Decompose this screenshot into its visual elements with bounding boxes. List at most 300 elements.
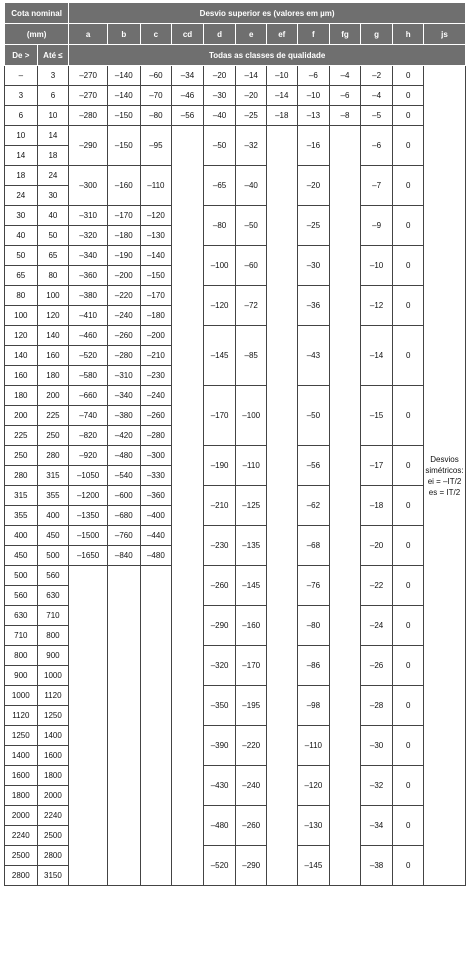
range-from: 2000 — [5, 806, 38, 826]
value-a: –340 — [69, 246, 108, 266]
value-e: –50 — [236, 206, 267, 246]
range-to: 2240 — [37, 806, 69, 826]
empty-a — [69, 566, 108, 886]
value-g: –7 — [360, 166, 393, 206]
value-e: –125 — [236, 486, 267, 526]
value-h: 0 — [393, 766, 424, 806]
range-from: 250 — [5, 446, 38, 466]
value-g: –4 — [360, 86, 393, 106]
value-b: –760 — [107, 526, 140, 546]
range-from: 24 — [5, 186, 38, 206]
value-e: –20 — [236, 86, 267, 106]
table-row — [5, 286, 466, 306]
value-h: 0 — [393, 326, 424, 386]
js-note — [423, 66, 465, 886]
range-to: 6 — [37, 86, 69, 106]
header-de: De > — [5, 45, 38, 66]
header-todas-classes: Todas as classes de qualidade — [69, 45, 466, 66]
value-fg — [330, 126, 361, 886]
value-c: –280 — [140, 426, 172, 446]
range-from: 1800 — [5, 786, 38, 806]
value-c: –170 — [140, 286, 172, 306]
value-f: –16 — [297, 126, 330, 166]
value-f: –145 — [297, 846, 330, 886]
value-g: –32 — [360, 766, 393, 806]
value-c: –80 — [140, 106, 172, 126]
value-h: 0 — [393, 726, 424, 766]
range-to: 200 — [37, 386, 69, 406]
value-d: –480 — [203, 806, 236, 846]
value-d: –430 — [203, 766, 236, 806]
header-class: d — [203, 24, 236, 45]
value-a: –820 — [69, 426, 108, 446]
range-from: 560 — [5, 586, 38, 606]
value-cd: –34 — [172, 66, 204, 86]
range-from: 710 — [5, 626, 38, 646]
value-f: –20 — [297, 166, 330, 206]
js-note-line: simétricos: — [425, 465, 464, 475]
value-f: –56 — [297, 446, 330, 486]
header-cota-nominal: Cota nominal — [5, 3, 69, 24]
range-to: 1250 — [37, 706, 69, 726]
value-f: –68 — [297, 526, 330, 566]
range-from: 1000 — [5, 686, 38, 706]
table-row — [5, 126, 466, 146]
value-f: –120 — [297, 766, 330, 806]
value-a: –1200 — [69, 486, 108, 506]
value-e: –60 — [236, 246, 267, 286]
value-b: –140 — [107, 86, 140, 106]
value-g: –18 — [360, 486, 393, 526]
js-note-line: ei = –IT/2 — [427, 476, 462, 486]
value-c: –480 — [140, 546, 172, 566]
range-from: 40 — [5, 226, 38, 246]
range-from: 2800 — [5, 866, 38, 886]
range-to: 50 — [37, 226, 69, 246]
value-a: –380 — [69, 286, 108, 306]
value-h: 0 — [393, 686, 424, 726]
value-b: –160 — [107, 166, 140, 206]
range-from: 900 — [5, 666, 38, 686]
range-from: 50 — [5, 246, 38, 266]
value-g: –20 — [360, 526, 393, 566]
range-to: 315 — [37, 466, 69, 486]
range-from: 180 — [5, 386, 38, 406]
value-g: –24 — [360, 606, 393, 646]
range-to: 40 — [37, 206, 69, 226]
range-to: 900 — [37, 646, 69, 666]
value-b: –380 — [107, 406, 140, 426]
value-c: –180 — [140, 306, 172, 326]
value-g: –30 — [360, 726, 393, 766]
header-class: cd — [172, 24, 204, 45]
value-a: –300 — [69, 166, 108, 206]
value-d: –50 — [203, 126, 236, 166]
value-h: 0 — [393, 566, 424, 606]
range-to: 355 — [37, 486, 69, 506]
empty-c — [140, 566, 172, 886]
range-from: 2240 — [5, 826, 38, 846]
value-b: –680 — [107, 506, 140, 526]
value-d: –390 — [203, 726, 236, 766]
value-h: 0 — [393, 246, 424, 286]
value-e: –135 — [236, 526, 267, 566]
value-c: –70 — [140, 86, 172, 106]
value-g: –6 — [360, 126, 393, 166]
range-to: 250 — [37, 426, 69, 446]
value-h: 0 — [393, 526, 424, 566]
value-d: –190 — [203, 446, 236, 486]
value-c: –130 — [140, 226, 172, 246]
value-b: –180 — [107, 226, 140, 246]
table-row — [5, 386, 466, 406]
value-h: 0 — [393, 106, 424, 126]
range-to: 1000 — [37, 666, 69, 686]
header-class: c — [140, 24, 172, 45]
value-c: –60 — [140, 66, 172, 86]
value-f: –36 — [297, 286, 330, 326]
value-h: 0 — [393, 646, 424, 686]
value-a: –1650 — [69, 546, 108, 566]
value-c: –110 — [140, 166, 172, 206]
value-f: –80 — [297, 606, 330, 646]
value-g: –2 — [360, 66, 393, 86]
value-d: –520 — [203, 846, 236, 886]
value-c: –200 — [140, 326, 172, 346]
range-from: 18 — [5, 166, 38, 186]
value-b: –150 — [107, 126, 140, 166]
value-a: –320 — [69, 226, 108, 246]
value-d: –80 — [203, 206, 236, 246]
value-d: –210 — [203, 486, 236, 526]
range-to: 3150 — [37, 866, 69, 886]
range-from: 160 — [5, 366, 38, 386]
range-from: 100 — [5, 306, 38, 326]
value-e: –290 — [236, 846, 267, 886]
value-b: –260 — [107, 326, 140, 346]
value-c: –210 — [140, 346, 172, 366]
range-from: 225 — [5, 426, 38, 446]
value-a: –310 — [69, 206, 108, 226]
range-from: 2500 — [5, 846, 38, 866]
range-to: 1600 — [37, 746, 69, 766]
value-h: 0 — [393, 66, 424, 86]
value-b: –600 — [107, 486, 140, 506]
range-to: 120 — [37, 306, 69, 326]
range-from: 3 — [5, 86, 38, 106]
value-c: –120 — [140, 206, 172, 226]
value-a: –290 — [69, 126, 108, 166]
header-class: e — [236, 24, 267, 45]
range-to: 225 — [37, 406, 69, 426]
range-from: 1120 — [5, 706, 38, 726]
value-c: –240 — [140, 386, 172, 406]
range-to: 1400 — [37, 726, 69, 746]
value-b: –140 — [107, 66, 140, 86]
value-e: –260 — [236, 806, 267, 846]
value-d: –320 — [203, 646, 236, 686]
value-e: –100 — [236, 386, 267, 446]
value-d: –30 — [203, 86, 236, 106]
value-ef: –10 — [266, 66, 297, 86]
table-row — [5, 566, 466, 586]
value-a: –660 — [69, 386, 108, 406]
value-e: –110 — [236, 446, 267, 486]
value-c: –95 — [140, 126, 172, 166]
value-d: –65 — [203, 166, 236, 206]
value-f: –43 — [297, 326, 330, 386]
range-from: 80 — [5, 286, 38, 306]
value-g: –15 — [360, 386, 393, 446]
tolerance-table — [4, 2, 466, 886]
value-g: –14 — [360, 326, 393, 386]
range-to: 14 — [37, 126, 69, 146]
range-from: 14 — [5, 146, 38, 166]
value-g: –9 — [360, 206, 393, 246]
range-from: 315 — [5, 486, 38, 506]
value-ef: –14 — [266, 86, 297, 106]
range-from: 450 — [5, 546, 38, 566]
value-h: 0 — [393, 286, 424, 326]
value-a: –280 — [69, 106, 108, 126]
value-d: –350 — [203, 686, 236, 726]
empty-b — [107, 566, 140, 886]
value-ef — [266, 126, 297, 886]
value-e: –72 — [236, 286, 267, 326]
range-to: 800 — [37, 626, 69, 646]
value-g: –17 — [360, 446, 393, 486]
value-b: –200 — [107, 266, 140, 286]
value-c: –330 — [140, 466, 172, 486]
value-d: –170 — [203, 386, 236, 446]
value-b: –170 — [107, 206, 140, 226]
header-ate: Até ≤ — [37, 45, 69, 66]
js-note-line: Desvios — [430, 454, 459, 464]
value-c: –150 — [140, 266, 172, 286]
range-to: 18 — [37, 146, 69, 166]
value-b: –540 — [107, 466, 140, 486]
range-from: 120 — [5, 326, 38, 346]
header-class: h — [393, 24, 424, 45]
value-h: 0 — [393, 446, 424, 486]
value-h: 0 — [393, 386, 424, 446]
value-fg: –6 — [330, 86, 361, 106]
value-e: –240 — [236, 766, 267, 806]
value-b: –280 — [107, 346, 140, 366]
value-e: –195 — [236, 686, 267, 726]
range-to: 450 — [37, 526, 69, 546]
range-to: 1800 — [37, 766, 69, 786]
range-to: 180 — [37, 366, 69, 386]
value-a: –1500 — [69, 526, 108, 546]
value-a: –920 — [69, 446, 108, 466]
header-class: b — [107, 24, 140, 45]
value-a: –410 — [69, 306, 108, 326]
table-row — [5, 486, 466, 506]
value-a: –360 — [69, 266, 108, 286]
value-f: –30 — [297, 246, 330, 286]
value-a: –460 — [69, 326, 108, 346]
value-g: –5 — [360, 106, 393, 126]
value-a: –520 — [69, 346, 108, 366]
range-to: 500 — [37, 546, 69, 566]
value-cd — [172, 126, 204, 886]
value-b: –190 — [107, 246, 140, 266]
value-b: –150 — [107, 106, 140, 126]
header-mm: (mm) — [5, 24, 69, 45]
range-to: 630 — [37, 586, 69, 606]
table-body — [5, 66, 466, 886]
table-row — [5, 66, 466, 86]
range-to: 3 — [37, 66, 69, 86]
value-g: –12 — [360, 286, 393, 326]
value-e: –85 — [236, 326, 267, 386]
range-from: 1400 — [5, 746, 38, 766]
range-to: 100 — [37, 286, 69, 306]
value-a: –580 — [69, 366, 108, 386]
value-e: –32 — [236, 126, 267, 166]
value-b: –480 — [107, 446, 140, 466]
range-to: 160 — [37, 346, 69, 366]
value-a: –1050 — [69, 466, 108, 486]
value-d: –20 — [203, 66, 236, 86]
value-c: –300 — [140, 446, 172, 466]
value-ef: –18 — [266, 106, 297, 126]
value-cd: –46 — [172, 86, 204, 106]
range-to: 140 — [37, 326, 69, 346]
value-h: 0 — [393, 126, 424, 166]
range-from: – — [5, 66, 38, 86]
table-row — [5, 446, 466, 466]
range-from: 1250 — [5, 726, 38, 746]
value-e: –220 — [236, 726, 267, 766]
table-row — [5, 106, 466, 126]
value-d: –100 — [203, 246, 236, 286]
value-f: –50 — [297, 386, 330, 446]
value-h: 0 — [393, 846, 424, 886]
table-row — [5, 86, 466, 106]
header-class: fg — [330, 24, 361, 45]
value-a: –270 — [69, 86, 108, 106]
value-h: 0 — [393, 486, 424, 526]
value-b: –310 — [107, 366, 140, 386]
value-g: –26 — [360, 646, 393, 686]
value-e: –160 — [236, 606, 267, 646]
range-to: 10 — [37, 106, 69, 126]
value-e: –25 — [236, 106, 267, 126]
value-b: –840 — [107, 546, 140, 566]
value-f: –62 — [297, 486, 330, 526]
value-e: –145 — [236, 566, 267, 606]
range-to: 2800 — [37, 846, 69, 866]
header-desvio-superior: Desvio superior es (valores em µm) — [69, 3, 466, 24]
value-f: –86 — [297, 646, 330, 686]
range-to: 710 — [37, 606, 69, 626]
range-from: 630 — [5, 606, 38, 626]
value-h: 0 — [393, 166, 424, 206]
value-c: –230 — [140, 366, 172, 386]
value-cd: –56 — [172, 106, 204, 126]
value-fg: –4 — [330, 66, 361, 86]
header-class: ef — [266, 24, 297, 45]
range-from: 400 — [5, 526, 38, 546]
table-row — [5, 166, 466, 186]
value-e: –40 — [236, 166, 267, 206]
header-class: a — [69, 24, 108, 45]
range-to: 65 — [37, 246, 69, 266]
table-row — [5, 246, 466, 266]
range-to: 560 — [37, 566, 69, 586]
value-a: –740 — [69, 406, 108, 426]
range-to: 80 — [37, 266, 69, 286]
range-to: 30 — [37, 186, 69, 206]
range-to: 24 — [37, 166, 69, 186]
table-row — [5, 526, 466, 546]
value-f: –130 — [297, 806, 330, 846]
value-h: 0 — [393, 86, 424, 106]
value-d: –290 — [203, 606, 236, 646]
value-h: 0 — [393, 206, 424, 246]
value-c: –140 — [140, 246, 172, 266]
table-row — [5, 206, 466, 226]
value-d: –230 — [203, 526, 236, 566]
range-from: 10 — [5, 126, 38, 146]
value-g: –34 — [360, 806, 393, 846]
value-d: –260 — [203, 566, 236, 606]
value-b: –220 — [107, 286, 140, 306]
value-a: –1350 — [69, 506, 108, 526]
value-g: –10 — [360, 246, 393, 286]
header-class: g — [360, 24, 393, 45]
header-class: f — [297, 24, 330, 45]
value-f: –110 — [297, 726, 330, 766]
range-from: 500 — [5, 566, 38, 586]
range-from: 140 — [5, 346, 38, 366]
value-b: –240 — [107, 306, 140, 326]
range-to: 400 — [37, 506, 69, 526]
range-from: 30 — [5, 206, 38, 226]
value-f: –6 — [297, 66, 330, 86]
js-note-line: es = IT/2 — [428, 487, 461, 497]
value-h: 0 — [393, 806, 424, 846]
value-f: –76 — [297, 566, 330, 606]
value-b: –340 — [107, 386, 140, 406]
value-f: –13 — [297, 106, 330, 126]
value-d: –145 — [203, 326, 236, 386]
value-c: –440 — [140, 526, 172, 546]
value-g: –22 — [360, 566, 393, 606]
value-f: –10 — [297, 86, 330, 106]
value-h: 0 — [393, 606, 424, 646]
range-to: 1120 — [37, 686, 69, 706]
value-f: –98 — [297, 686, 330, 726]
range-from: 65 — [5, 266, 38, 286]
range-from: 6 — [5, 106, 38, 126]
value-d: –40 — [203, 106, 236, 126]
range-to: 2000 — [37, 786, 69, 806]
value-b: –420 — [107, 426, 140, 446]
value-e: –14 — [236, 66, 267, 86]
value-c: –400 — [140, 506, 172, 526]
range-to: 2500 — [37, 826, 69, 846]
value-g: –38 — [360, 846, 393, 886]
value-d: –120 — [203, 286, 236, 326]
header-class: js — [423, 24, 465, 45]
range-from: 280 — [5, 466, 38, 486]
value-c: –360 — [140, 486, 172, 506]
value-f: –25 — [297, 206, 330, 246]
range-from: 1600 — [5, 766, 38, 786]
